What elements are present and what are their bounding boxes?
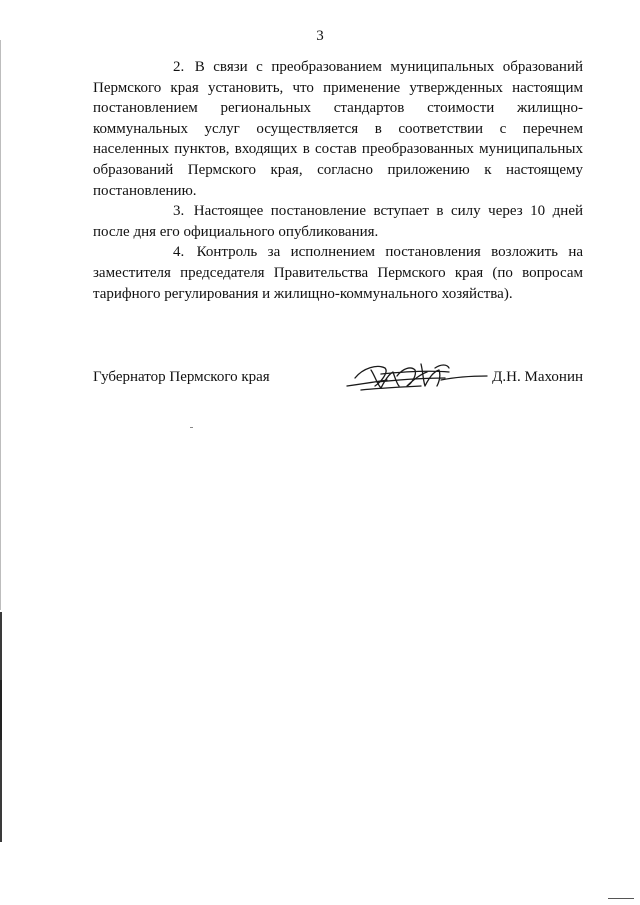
scan-speck — [190, 427, 193, 428]
paragraph-2 — [93, 57, 583, 201]
paragraph-number: 2. — [173, 59, 185, 75]
paragraph-number: 4. — [173, 244, 185, 261]
paragraph-4 — [93, 242, 583, 304]
paragraph-text: Контроль за исполнением постановления возложить на заместителя председателя Правительства Пермского края (по вопросам тарифного регулирования и жилищно-коммунального хозяйства). — [93, 244, 584, 302]
handwritten-signature — [341, 356, 491, 396]
signature-block — [93, 368, 583, 398]
signatory-title: Губернатор Пермского края — [93, 369, 270, 385]
paragraph-number: 3. — [173, 203, 185, 220]
page-number: 3 — [316, 28, 324, 44]
paragraph-text: В связи с преобразованием муниципальных образований Пермского края установить, что применение утвержденных настоящим постановлением региональных стандартов стоимости жилищно-коммунальных услуг осуществляется в соответствии с перечнем населенных пунктов, входящих в состав преобразованных муниципальных образований Пермского края, согласно приложению к настоящему постановлению. — [93, 59, 584, 199]
document-body — [93, 57, 583, 304]
paragraph-text: Настоящее постановление вступает в силу через 10 дней после дня его официального опубликования. — [93, 203, 583, 240]
paragraph-3 — [93, 201, 583, 242]
scan-edge-line — [0, 40, 1, 610]
signatory-name: Д.Н. Махонин — [492, 369, 583, 385]
scan-edge-line — [0, 680, 2, 740]
scan-corner-mark — [608, 898, 634, 899]
